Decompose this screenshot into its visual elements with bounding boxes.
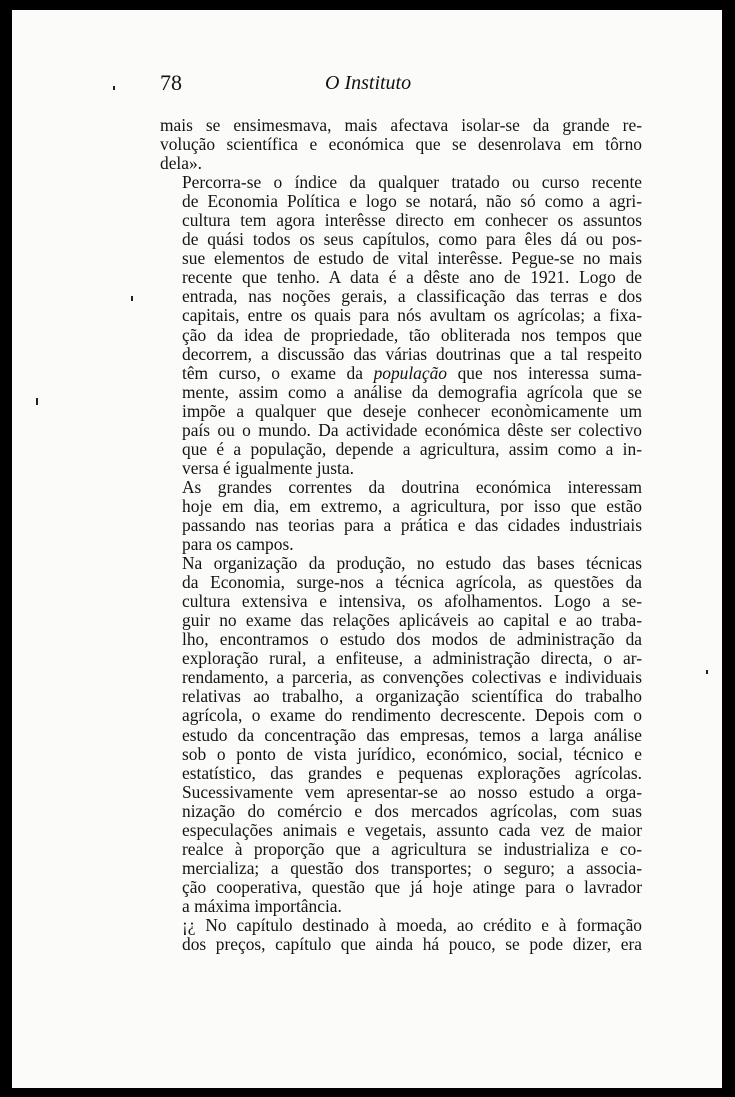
text-line: mente, assim como a análise da demografia agrícola que se [182,381,642,402]
text-line: mais se ensimesmava, mais afectava isolar-se da grande re- [160,115,642,135]
body-text [160,116,642,954]
text-line: decorrem, a discussão das várias doutrinas que a tal respeito [182,343,642,364]
text-line: Na organização da produção, no estudo das bases técnicas [182,553,642,574]
text-line: Percorra-se o índice da qualquer tratado ou curso recente [182,172,642,193]
scan-mark [131,296,133,301]
text-line: sue elementos de estudo de vital interêsse. Pegue-se no mais [182,248,642,269]
text-line: impõe a qualquer que deseje conhecer econòmicamente um [182,400,642,421]
book-page [12,10,722,1088]
text-line: relativas ao trabalho, a organização scientífica do trabalho [182,686,642,707]
page-number: 78 [160,70,182,95]
text-line: a máxima importância. [182,895,342,916]
text-line: realce à proporção que a agricultura se industrializa e co- [182,838,642,859]
text-line: de Economia Política e logo se notará, não só como a agri- [182,191,642,212]
text-line: entrada, nas noções gerais, a classificação das terras e dos [182,286,642,307]
text-line: nização do comércio e dos mercados agrícolas, com suas [182,800,642,821]
scan-mark [36,398,38,405]
paragraph [160,173,642,478]
text-line: hoje em dia, em extremo, a agricultura, por isso que estão [182,495,642,516]
paragraph [160,478,642,554]
text-line: cultura extensiva e intensiva, os afolhamentos. Logo a se- [182,591,642,612]
scan-mark [706,670,708,674]
text-line: que é a população, depende a agricultura, assim como a in- [182,438,642,459]
scan-mark [113,86,115,90]
running-title: O Instituto [325,72,412,94]
text-line: mercializa; a questão dos transportes; o seguro; a associa- [182,857,642,878]
text-line: dela». [160,153,203,174]
text-line: país ou o mundo. Da actividade económica dêste ser colectivo [182,419,642,440]
text-line: especulações animais e vegetais, assunto cada vez de maior [182,819,642,840]
text-line: para os campos. [182,534,294,555]
text-line: ção da idea de propriedade, tão obliterada nos tempos que [182,324,642,345]
text-line: sob o ponto de vista jurídico, económico, social, técnico e [182,743,642,764]
text-line: ¡¿ No capítulo destinado à moeda, ao crédito e à formação [182,914,642,935]
text-line: exploração rural, a enfiteuse, a administração directa, o ar- [182,648,642,669]
paragraph [160,916,642,954]
text-line: da Economia, surge-nos a técnica agrícola, as questões da [182,572,642,593]
text-line: Sucessivamente vem apresentar-se ao nosso estudo a orga- [182,781,642,802]
text-line: rendamento, a parceria, as convenções colectivas e individuais [182,667,642,688]
text-line: dos preços, capítulo que ainda há pouco, se pode dizer, era [182,934,642,955]
text-line: estudo da concentração das empresas, temos a larga análise [182,724,642,745]
text-line: guir no exame das relações aplicáveis ao capital e ao traba- [182,610,642,631]
text-line: passando nas teorias para a prática e das cidades industriais [182,514,642,535]
text-line: cultura tem agora interêsse directo em conhecer os assuntos [182,210,642,231]
text-line: de quási todos os seus capítulos, como para êles dá ou pos- [182,229,642,250]
text-line: versa é igualmente justa. [182,457,354,478]
text-line: estatístico, das grandes e pequenas explorações agrícolas. [182,762,642,783]
paragraph [160,554,642,916]
text-line: lho, encontramos o estudo dos modos de administração da [182,629,642,650]
text-line: agrícola, o exame do rendimento decrescente. Depois com o [182,705,642,726]
text-line: As grandes correntes da doutrina económica interessam [182,476,642,497]
text-line: ção cooperativa, questão que já hoje atinge para o lavrador [182,876,642,897]
text-line: volução scientífica e económica que se desenrolava em tôrno [160,134,642,155]
text-line: têm curso, o exame da população que nos interessa suma- [182,362,642,383]
italic-term: população [373,362,447,383]
text-line: recente que tenho. A data é a dêste ano de 1921. Logo de [182,267,642,288]
text-line: capitais, entre os quais para nós avultam os agrícolas; a fixa- [182,305,642,326]
paragraph [160,116,642,173]
page-header [160,70,640,100]
